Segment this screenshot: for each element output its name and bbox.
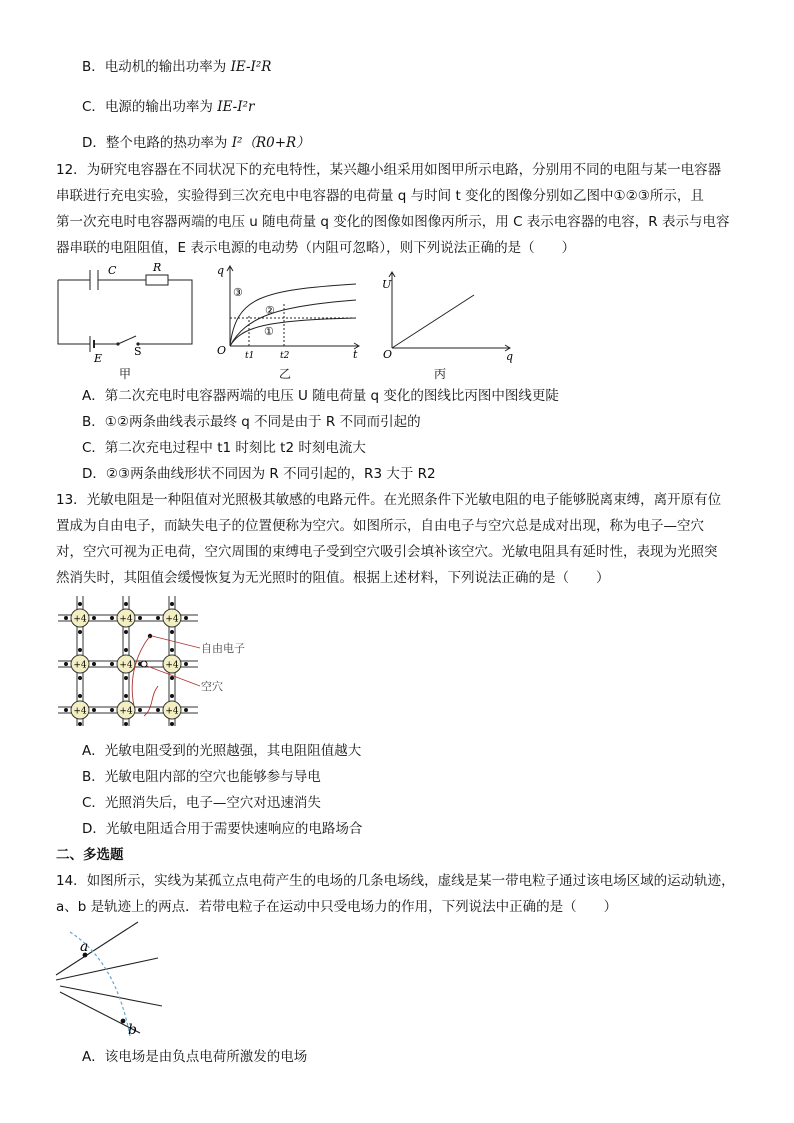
bound-electron <box>170 722 174 726</box>
curve-2 <box>230 300 356 346</box>
atom-label: +4 <box>119 706 133 717</box>
q13-option-c: C．光照消失后，电子—空穴对迅速消失 <box>82 795 321 811</box>
bound-electron <box>110 662 114 666</box>
label-curve-2: ② <box>265 304 275 317</box>
bound-electron <box>110 708 114 712</box>
bound-electron <box>92 662 96 666</box>
hole-icon <box>141 661 147 667</box>
label-r: R <box>153 261 162 274</box>
q14-stem-line-1 <box>56 872 735 890</box>
label-curve-1: ① <box>264 325 274 338</box>
q13-stem-line-3: 对，空穴可视为正电荷，空穴周围的束缚电子受到空穴吸引会填补该空穴。光敏电阻具有延时性，表现为光照突 <box>56 544 718 560</box>
q13-option-a: A．光敏电阻受到的光照越强，其电阻阻值越大 <box>82 743 362 759</box>
q14-stem-line-2: a、b 是轨迹上的两点．若带电粒子在运动中只受电场力的作用，下列说法中正确的是（ ） <box>56 899 618 915</box>
u-q-graph <box>382 270 517 363</box>
q13-option-b: B．光敏电阻内部的空穴也能够参与导电 <box>82 769 321 785</box>
label-c: C <box>108 264 117 277</box>
label-hole: 空穴 <box>201 680 223 693</box>
electron-path <box>144 686 158 716</box>
bound-electron <box>78 602 82 606</box>
label-q: q <box>217 264 225 277</box>
question-number: 13． <box>56 492 87 508</box>
bound-electron <box>156 616 160 620</box>
bound-electron <box>92 708 96 712</box>
bound-electron <box>124 676 128 680</box>
bound-electron <box>184 708 188 712</box>
bound-electron <box>184 662 188 666</box>
atom-label: +4 <box>165 660 179 671</box>
bound-electron <box>78 676 82 680</box>
circuit-diagram <box>56 261 206 365</box>
bound-electron <box>78 722 82 726</box>
u-q-line <box>392 295 474 348</box>
stem-text: 光敏电阻是一种阻值对光照极其敏感的电路元件。在光照条件下光敏电阻的电子能够脱离束缚，离开原有位 <box>86 492 722 508</box>
field-line <box>60 986 162 1006</box>
bound-electron <box>170 630 174 634</box>
option-letter: C． <box>82 99 105 115</box>
q12-option-d: D．②③两条曲线形状不同因为 R 不同引起的，R3 大于 R2 <box>82 466 436 482</box>
label-curve-3: ③ <box>233 286 243 299</box>
q-t-graph <box>216 262 361 360</box>
bound-electron <box>64 708 68 712</box>
point-b <box>121 1019 126 1024</box>
label-t: t <box>353 348 358 361</box>
label-a: a <box>80 939 89 955</box>
q11-option-d <box>82 134 310 152</box>
bound-electron <box>138 616 142 620</box>
bound-electron <box>170 648 174 652</box>
q11-option-b <box>82 58 271 76</box>
q12-stem-line-3: 第一次充电时电容器两端的电压 u 随电荷量 q 变化的图像如图像丙所示，用 C 表示电容器的电容，R 表示与电容 <box>56 214 730 230</box>
atom-label: +4 <box>165 706 179 717</box>
bound-electron <box>110 616 114 620</box>
label-s: S <box>134 345 142 358</box>
bound-electron <box>64 662 68 666</box>
label-free-electron: 自由电子 <box>201 642 245 655</box>
option-letter: D． <box>82 135 106 151</box>
bound-electron <box>156 708 160 712</box>
bound-electron <box>138 708 142 712</box>
figure-caption-jia: 甲 <box>119 367 132 381</box>
q13-stem-line-4: 然消失时，其阻值会缓慢恢复为无光照时的阻值。根据上述材料，下列说法正确的是（ ） <box>56 570 610 586</box>
q13-stem-line-1 <box>56 491 721 509</box>
q12-stem-line-2: 串联进行充电实验，实验得到三次充电中电容器的电荷量 q 与时间 t 变化的图像分别如乙图中①②③所示，且 <box>56 188 704 204</box>
switch-pivot-icon <box>116 342 119 345</box>
q12-stem-line-1 <box>56 161 721 179</box>
q14-option-a: A．该电场是由负点电荷所激发的电场 <box>82 1049 308 1065</box>
leader-line <box>152 636 200 648</box>
bound-electron <box>92 616 96 620</box>
label-t2: t2 <box>280 351 290 361</box>
electron-path <box>132 636 150 706</box>
label-e: E <box>94 352 103 365</box>
q13-stem-line-2: 置成为自由电子，而缺失电子的位置便称为空穴。如图所示，自由电子与空穴总是成对出现，称为电子—空穴 <box>56 518 704 534</box>
option-text: 电源的输出功率为 <box>104 99 218 115</box>
bound-electron <box>124 722 128 726</box>
label-origin: O <box>217 344 227 357</box>
bound-electron <box>170 676 174 680</box>
bound-electron <box>170 694 174 698</box>
bound-electron <box>64 616 68 620</box>
question-number: 12． <box>56 162 87 178</box>
figure-caption-yi: 乙 <box>279 367 292 381</box>
label-t1: t1 <box>245 351 255 361</box>
option-formula: I²（R0+R） <box>231 135 310 151</box>
q13-option-d: D．光敏电阻适合用于需要快速响应的电路场合 <box>82 821 363 837</box>
option-text: 整个电路的热功率为 <box>105 135 232 151</box>
atom-label: +4 <box>119 614 133 625</box>
q12-stem-line-4: 器串联的电阻阻值，E 表示电源的电动势（内阻可忽略），则下列说法正确的是（ ） <box>56 240 576 256</box>
field-line <box>56 922 138 975</box>
bound-electron <box>78 630 82 634</box>
stem-text: 为研究电容器在不同状况下的充电特性，某兴趣小组采用如图甲所示电路，分别用不同的电阻与某一电容器 <box>86 162 722 178</box>
option-formula: IE-I²r <box>217 99 255 115</box>
q12-option-a: A．第二次充电时电容器两端的电压 U 随电荷量 q 变化的图线比丙图中图线更陡 <box>82 388 559 404</box>
bound-electron <box>78 694 82 698</box>
field-lines-diagram <box>56 920 176 1040</box>
resistor-icon <box>146 275 168 285</box>
lattice-diagram <box>58 596 258 726</box>
label-q: q <box>506 350 514 363</box>
q11-option-c <box>82 98 254 116</box>
bound-electron <box>78 648 82 652</box>
atom-label: +4 <box>119 660 133 671</box>
atom-label: +4 <box>73 706 87 717</box>
atom-label: +4 <box>73 660 87 671</box>
switch-icon <box>118 336 136 344</box>
label-origin: O <box>383 348 393 361</box>
label-b: b <box>128 1022 137 1038</box>
bound-electron <box>124 602 128 606</box>
option-formula: IE-I²R <box>230 59 272 75</box>
option-text: 电动机的输出功率为 <box>104 59 231 75</box>
stem-text: 如图所示，实线为某孤立点电荷产生的电场的几条电场线，虚线是某一带电粒子通过该电场区域的运动轨迹， <box>86 873 735 889</box>
label-u: U <box>382 278 392 291</box>
bound-electron <box>170 602 174 606</box>
bound-electron <box>184 616 188 620</box>
option-letter: B． <box>82 59 105 75</box>
figure-caption-bing: 丙 <box>434 367 447 381</box>
bound-electron <box>124 630 128 634</box>
section-heading: 二、多选题 <box>56 847 124 863</box>
q12-option-c: C．第二次充电过程中 t1 时刻比 t2 时刻电流大 <box>82 440 366 456</box>
atom-label: +4 <box>73 614 87 625</box>
q12-option-b: B．①②两条曲线表示最终 q 不同是由于 R 不同而引起的 <box>82 414 421 430</box>
bound-electron <box>124 694 128 698</box>
question-number: 14． <box>56 873 87 889</box>
atom-label: +4 <box>165 614 179 625</box>
field-line <box>56 958 158 980</box>
bound-electron <box>124 648 128 652</box>
